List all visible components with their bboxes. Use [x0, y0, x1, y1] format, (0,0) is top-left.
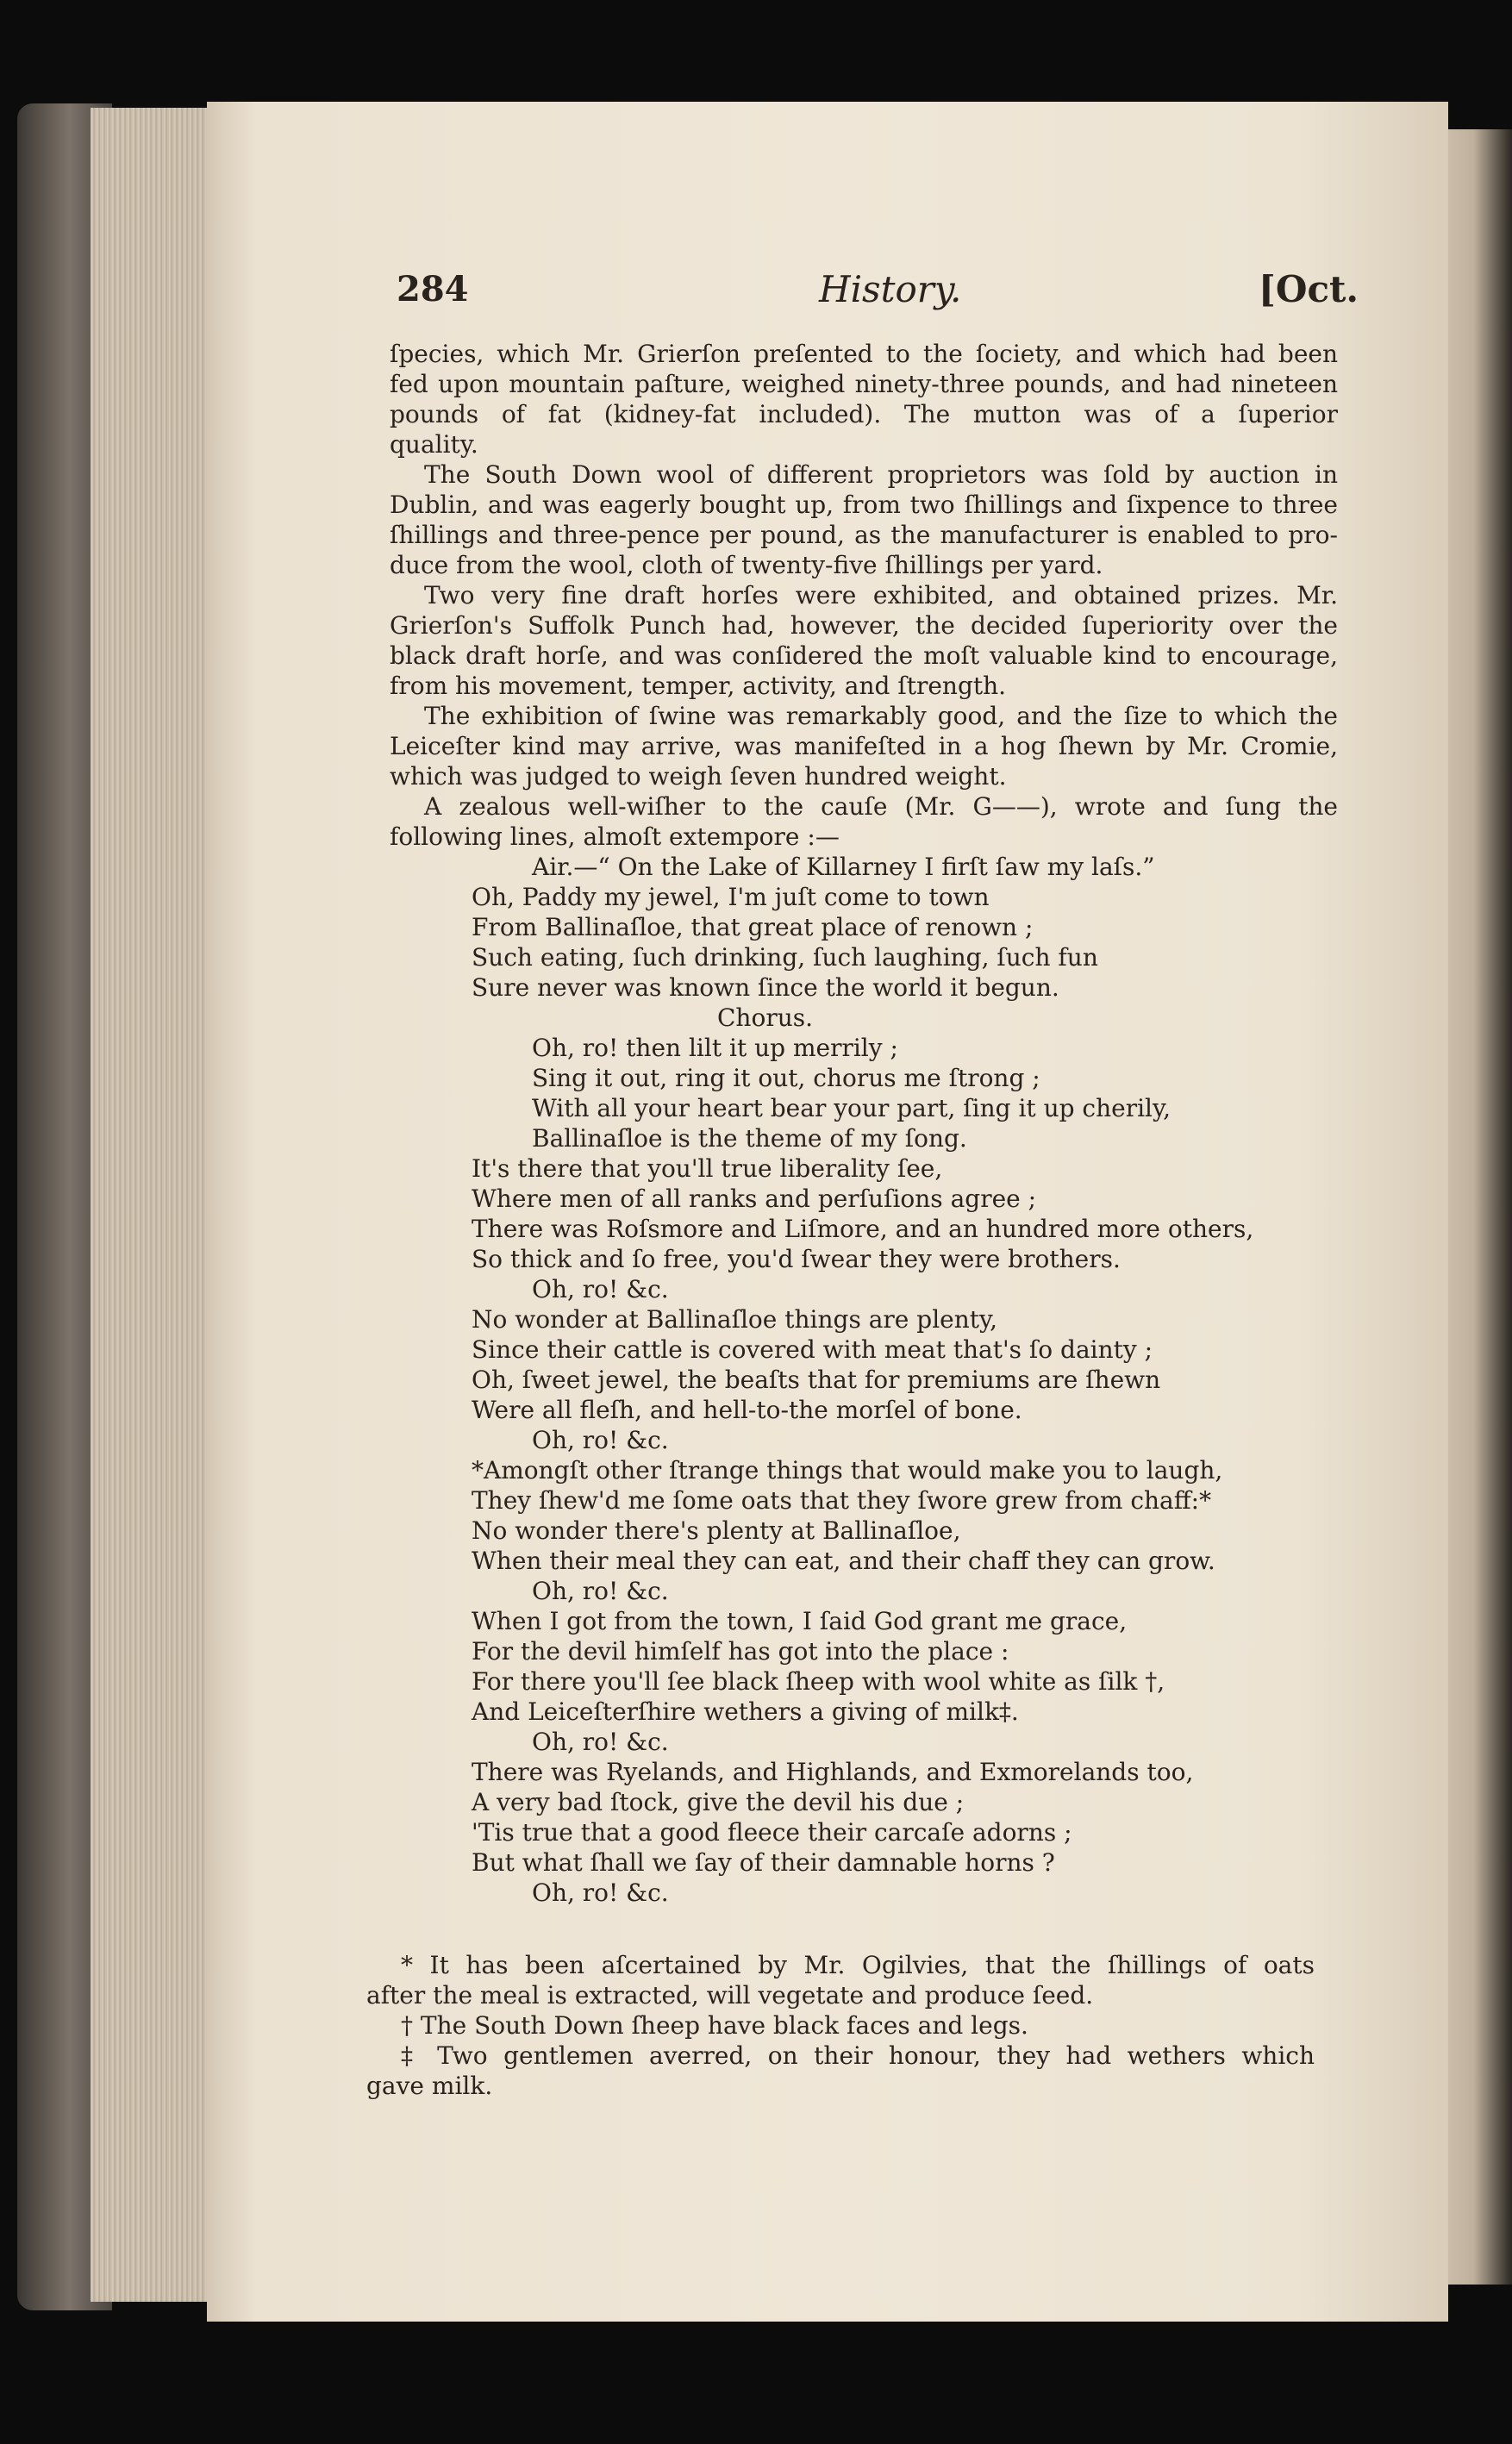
footnote-line: after the meal is extracted, will vegetate and produce ſeed. [366, 1981, 1094, 2010]
text-line: Ballinaſloe is the theme of my ſong. [532, 1124, 967, 1153]
text-line: Sure never was known ſince the world it begun. [472, 973, 1059, 1002]
text-line: A very bad ſtock, give the devil his due ; [472, 1788, 965, 1816]
text-line: 'Tis true that a good fleece their carcaſe adorns ; [472, 1818, 1072, 1847]
text-line: The South Down wool of different proprietors was ſold by auction in [424, 460, 1338, 489]
text-line: Sing it out, ring it out, chorus me ſtrong ; [532, 1064, 1040, 1092]
text-line: So thick and ſo free, you'd ſwear they were brothers. [472, 1245, 1121, 1273]
text-line: There was Ryelands, and Highlands, and Exmorelands too, [472, 1758, 1194, 1786]
text-line: There was Roſsmore and Liſmore, and an hundred more others, [472, 1215, 1254, 1243]
text-line: quality. [390, 430, 478, 459]
footnote-line: gave milk. [366, 2072, 493, 2100]
footnote-line: * It has been aſcertained by Mr. Ogilvies, that the ſhillings of oats [401, 1951, 1315, 1979]
text-line: Oh, ſweet jewel, the beaſts that for premiums are ſhewn [472, 1366, 1161, 1394]
text-line: But what ſhall we ſay of their damnable horns ? [472, 1848, 1055, 1877]
text-line: When I got from the town, I ſaid God grant me grace, [472, 1607, 1128, 1635]
page-gutter-right [1448, 129, 1512, 2285]
text-line: Oh, ro! &c. [532, 1577, 669, 1605]
text-line: following lines, almoſt extempore :— [390, 822, 840, 851]
text-line: Dublin, and was eagerly bought up, from two ſhillings and ſixpence to three [390, 491, 1338, 519]
text-line: from his movement, temper, activity, and ſtrength. [390, 672, 1007, 700]
text-line: pounds of fat (kidney-fat included). The mutton was of a ſuperior [390, 400, 1338, 428]
text-line: For the devil himſelf has got into the place : [472, 1637, 1009, 1666]
text-line: It's there that you'll true liberality ſee, [472, 1154, 943, 1183]
text-line: The exhibition of ſwine was remarkably good, and the ſize to which the [424, 702, 1338, 730]
text-line: For there you'll ſee black ſheep with wool white as ſilk †, [472, 1667, 1165, 1696]
text-line: Oh, ro! &c. [532, 1878, 669, 1907]
text-line: With all your heart bear your part, ſing it up cherily, [532, 1094, 1171, 1122]
footnote-line: † The South Down ſheep have black faces and legs. [401, 2011, 1028, 2040]
text-line: Were all fleſh, and hell-to-the morſel of bone. [472, 1396, 1022, 1424]
text-line: When their meal they can eat, and their chaff they can grow. [472, 1547, 1215, 1575]
text-line: Leiceſter kind may arrive, was manifeſted in a hog ſhewn by Mr. Cromie, [390, 732, 1338, 760]
running-title: History. [819, 268, 962, 310]
text-line: Since their cattle is covered with meat that's ſo dainty ; [472, 1335, 1153, 1364]
running-month: [Oct. [1259, 268, 1359, 310]
text-line: Oh, Paddy my jewel, I'm juſt come to town [472, 883, 990, 911]
text-line: black draft horſe, and was conſidered the moſt valuable kind to encourage, [390, 641, 1338, 670]
footnote-line: ‡ Two gentlemen averred, on their honour, they had wethers which [401, 2041, 1315, 2070]
text-line: Oh, ro! then lilt it up merrily ; [532, 1034, 898, 1062]
text-line: Oh, ro! &c. [532, 1275, 669, 1303]
text-line: duce from the wool, cloth of twenty-five ſhillings per yard. [390, 551, 1103, 579]
footnotes [366, 1950, 1315, 2101]
text-line: A zealous well-wiſher to the cauſe (Mr. G——), wrote and ſung the [424, 792, 1338, 821]
text-line: Air.—“ On the Lake of Killarney I firſt ſaw my laſs.” [532, 853, 1155, 881]
text-line: which was judged to weigh ſeven hundred weight. [390, 762, 1007, 791]
text-line: *Amongſt other ſtrange things that would make you to laugh, [472, 1456, 1223, 1485]
text-line: And Leiceſterſhire wethers a giving of milk‡. [472, 1697, 1019, 1726]
text-line: ſhillings and three-pence per pound, as the manufacturer is enabled to pro- [390, 521, 1338, 549]
text-line: Oh, ro! &c. [532, 1728, 669, 1756]
text-line: Grierſon's Suffolk Punch had, however, the decided ſuperiority over the [390, 611, 1338, 640]
text-line: No wonder at Ballinaſloe things are plenty, [472, 1305, 997, 1334]
text-line: Oh, ro! &c. [532, 1426, 669, 1454]
text-line: Such eating, ſuch drinking, ſuch laughing, ſuch fun [472, 943, 1098, 972]
text-line: fed upon mountain paſture, weighed ninety-three pounds, and had nineteen [390, 370, 1338, 398]
page-edges [91, 108, 220, 2302]
text-line: No wonder there's plenty at Ballinaſloe, [472, 1516, 961, 1545]
text-line: They ſhew'd me ſome oats that they ſwore grew from chaff:* [472, 1486, 1212, 1515]
text-line: Where men of all ranks and perſuſions agree ; [472, 1184, 1037, 1213]
text-line: Two very fine draft horſes were exhibited, and obtained prizes. Mr. [424, 581, 1338, 609]
main-text [390, 339, 1338, 1908]
text-line: Chorus. [717, 1003, 814, 1032]
text-line: ſpecies, which Mr. Grierſon preſented to the ſociety, and which had been [390, 340, 1338, 368]
running-header [371, 268, 1359, 317]
page-number: 284 [397, 269, 469, 309]
text-line: From Ballinaſloe, that great place of renown ; [472, 913, 1034, 941]
